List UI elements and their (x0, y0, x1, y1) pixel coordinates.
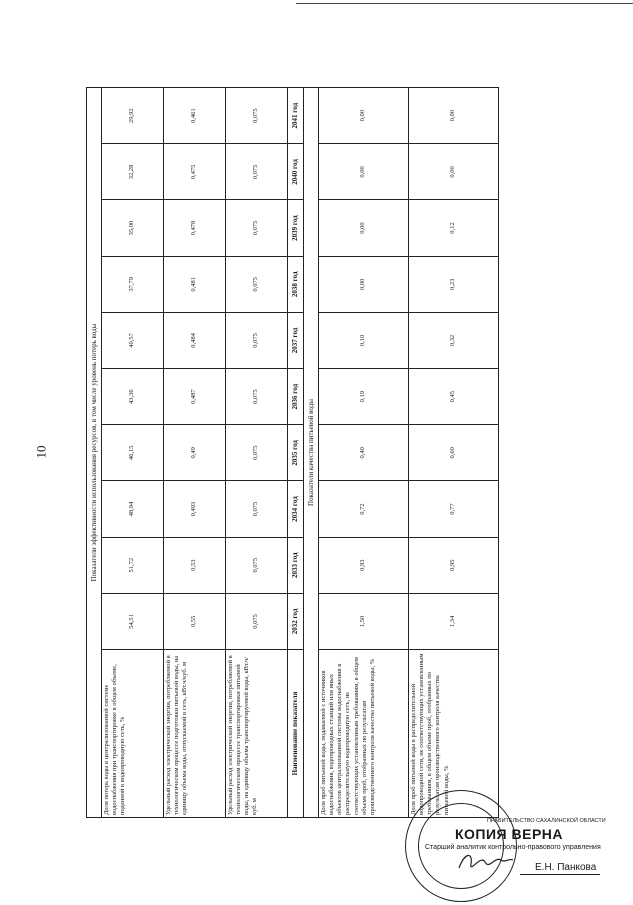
indicator-value: 54,51 (102, 593, 164, 649)
indicator-value: 1,50 (319, 593, 409, 649)
indicator-value: 0,55 (164, 593, 226, 649)
indicator-value: 48,94 (102, 481, 164, 537)
indicator-value: 0,00 (319, 88, 409, 144)
indicator-value: 0,075 (226, 88, 288, 144)
indicator-value: 0,075 (226, 200, 288, 256)
table-row (409, 88, 499, 818)
indicator-value: 0,95 (409, 537, 499, 593)
indicator-value: 0,075 (226, 256, 288, 312)
indicator-name: Доля проб питьевой воды в распределительной водопроводной сети, не соответствующих установленным требованиям, в общем объеме проб, отобранных по результатам производственного контроля качества питьевой воды, % (409, 650, 499, 818)
stamp-position: Старший аналитик контрольно-правового управления (425, 844, 601, 851)
indicator-value: 0,00 (409, 88, 499, 144)
indicator-value: 0,77 (409, 481, 499, 537)
year-header: 2033 год (288, 537, 304, 593)
indicator-value: 51,72 (102, 537, 164, 593)
section-title-efficiency: Показатели эффективности использования ресурсов, в том числе уровень потерь воды (87, 88, 102, 818)
indicator-value: 0,23 (409, 256, 499, 312)
indicator-value: 0,075 (226, 144, 288, 200)
indicator-name: Доля проб питьевой воды, подаваемой с источников водоснабжения, водопроводных станций или иных объектов централизованной системы водоснабжения в распределительную водопроводную сеть, не соответствующих установленным требованиям, в общем объеме проб, отобранных по результатам производственного контроля качества питьевой воды, % (319, 650, 409, 818)
indicator-value: 0,484 (164, 312, 226, 368)
year-header: 2034 год (288, 481, 304, 537)
indicators-table-sheet (86, 87, 518, 818)
indicator-value: 0,481 (164, 256, 226, 312)
table-row (319, 88, 409, 818)
stamp-organization: ПРАВИТЕЛЬСТВО САХАЛИНСКОЙ ОБЛАСТИ (487, 818, 606, 824)
section-title-quality: Показатели качества питьевой воды (304, 88, 319, 818)
year-header: 2032 год (288, 593, 304, 649)
indicator-value: 0,075 (226, 537, 288, 593)
year-header-row (288, 88, 304, 818)
page-number: 10 (33, 445, 49, 459)
indicator-value: 0,32 (409, 312, 499, 368)
indicator-value: 0,00 (319, 144, 409, 200)
year-header: 2038 год (288, 256, 304, 312)
table-row (102, 88, 164, 818)
indicator-value: 0,19 (319, 369, 409, 425)
stamp-title: КОПИЯ ВЕРНА (455, 826, 564, 842)
indicator-value: 0,478 (164, 200, 226, 256)
indicator-value: 0,10 (319, 312, 409, 368)
table-row (226, 88, 288, 818)
signature-icon (455, 848, 515, 876)
indicator-value: 0,475 (164, 144, 226, 200)
year-header: 2040 год (288, 144, 304, 200)
header-indicator-name: Наименование показателя (288, 650, 304, 818)
indicator-value: 0,075 (226, 481, 288, 537)
indicator-value: 37,79 (102, 256, 164, 312)
indicator-value: 0,49 (164, 425, 226, 481)
indicator-value: 0,075 (226, 369, 288, 425)
indicator-value: 0,00 (319, 256, 409, 312)
indicator-value: 46,15 (102, 425, 164, 481)
indicator-value: 0,487 (164, 369, 226, 425)
indicator-value: 0,075 (226, 593, 288, 649)
indicator-value: 29,92 (102, 88, 164, 144)
year-header: 2036 год (288, 369, 304, 425)
top-rule (296, 3, 633, 4)
table-row (164, 88, 226, 818)
indicator-value: 0,00 (409, 144, 499, 200)
indicator-value: 1,34 (409, 593, 499, 649)
indicator-value: 0,53 (164, 537, 226, 593)
indicator-value: 40,57 (102, 312, 164, 368)
indicator-value: 43,36 (102, 369, 164, 425)
indicator-value: 0,40 (319, 425, 409, 481)
indicator-value: 0,12 (409, 200, 499, 256)
indicator-value: 0,72 (319, 481, 409, 537)
year-header: 2041 год (288, 88, 304, 144)
stamp-signer: Е.Н. Панкова (535, 862, 597, 873)
indicator-value: 0,45 (409, 369, 499, 425)
indicator-value: 0,60 (409, 425, 499, 481)
indicator-value: 0,075 (226, 312, 288, 368)
indicator-value: 0,00 (319, 200, 409, 256)
indicator-value: 35,00 (102, 200, 164, 256)
indicator-value: 0,493 (164, 481, 226, 537)
indicator-name: Удельный расход электрической энергии, потребляемой в технологическом процессе подготовки питьевой воды, на единицу объема воды, отпускаемой в сеть, кВт.ч/куб. м (164, 650, 226, 818)
indicator-value: 0,461 (164, 88, 226, 144)
indicator-value: 0,93 (319, 537, 409, 593)
indicators-table (86, 87, 499, 818)
indicator-value: 0,075 (226, 425, 288, 481)
year-header: 2035 год (288, 425, 304, 481)
indicator-name: Доля потерь воды в централизованной системе водоснабжения при транспортировке в общем объеме, поданной в водопроводную сеть, % (102, 650, 164, 818)
stamp-signature-line (520, 874, 600, 875)
indicator-value: 32,28 (102, 144, 164, 200)
indicator-name: Удельный расход электрической энергии, потребляемой в технологическом процессе транспортировки питьевой воды, на единицу объема транспортируемой воды, кВт.ч/куб. м (226, 650, 288, 818)
year-header: 2039 год (288, 200, 304, 256)
year-header: 2037 год (288, 312, 304, 368)
